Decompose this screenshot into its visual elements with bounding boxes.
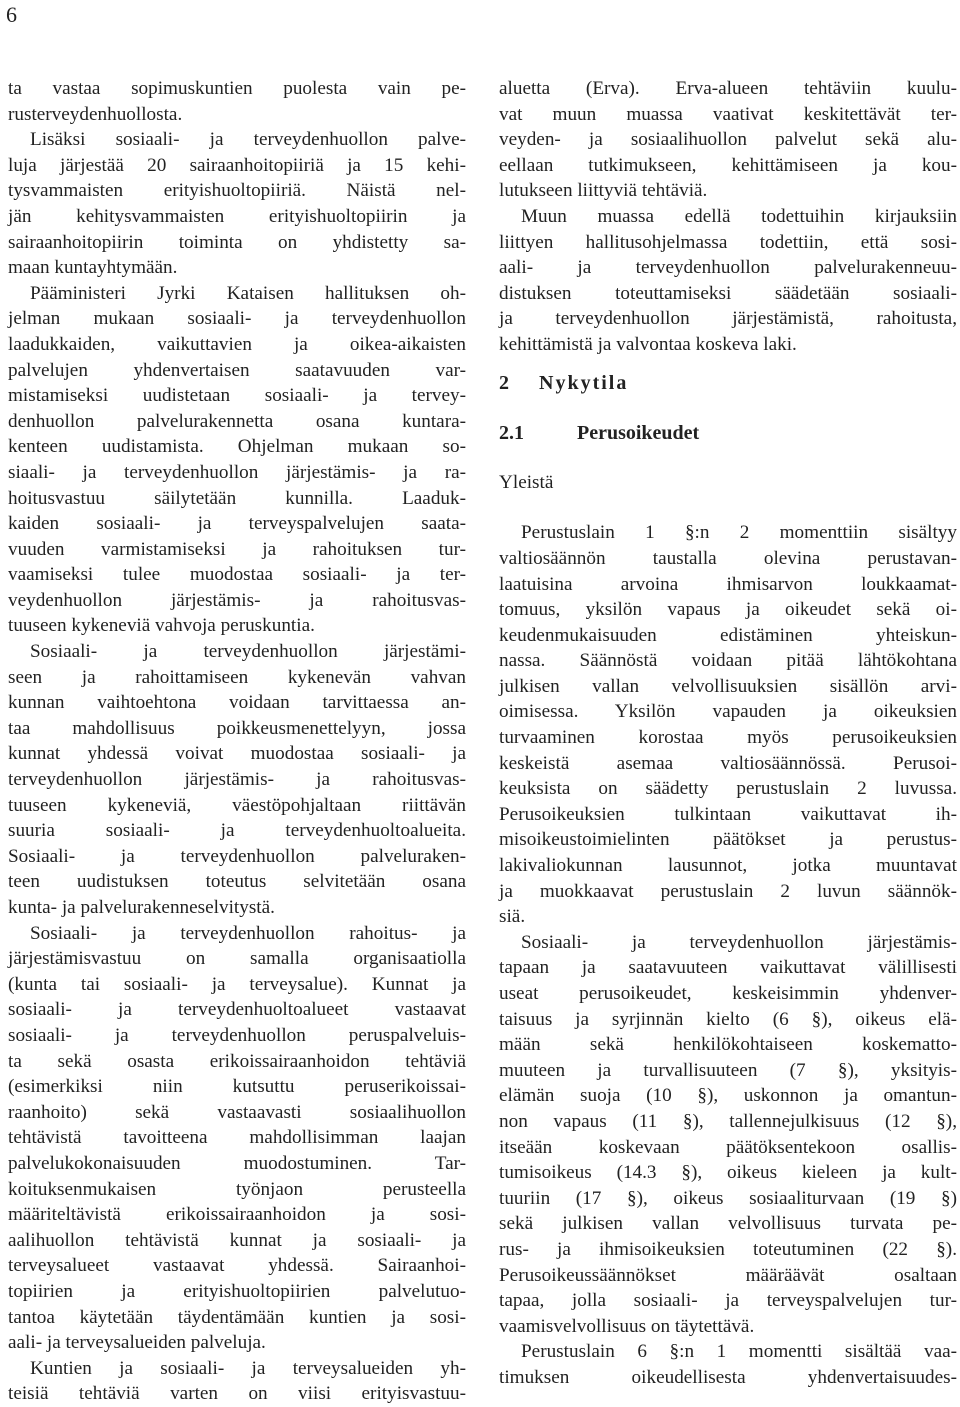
text-line: teisiä tehtäviä varten on viisi erityisvastuu- <box>8 1383 466 1405</box>
text-line: raanhoito) sekä vastaavasti sosiaalihuollon <box>8 1101 466 1123</box>
text-line: Sosiaali- ja terveydenhuollon järjestämi- <box>30 641 466 663</box>
subsection-number: 2.1 <box>499 422 524 445</box>
text-line: Perustuslain 1 §:n 2 momenttiin sisältyy <box>521 522 957 544</box>
text-line: keuksista on säädetty perustuslain 2 luvussa. <box>499 778 957 800</box>
text-line: terveydenhuollon järjestämis- ja rahoitusvas- <box>8 769 466 791</box>
text-line: Muun muassa edellä todettuihin kirjauksiin <box>521 205 957 227</box>
text-line: Perusoikeussäännökset määräävät osaltaan <box>499 1264 957 1286</box>
text-line: Perustuslain 6 §:n 1 momentti sisältää vaa- <box>521 1341 957 1363</box>
intro-continuation <box>499 76 957 358</box>
text-line: tomuus, yksilön vapaus ja oikeudet sekä oi- <box>499 599 957 621</box>
text-line: laatuisina arvoina ihmisarvon loukkaamat- <box>499 573 957 595</box>
text-line: seen ja rahoittamiseen kykenevän vahvan <box>8 666 466 688</box>
text-line: kaiden sosiaali- ja terveyspalvelujen saata- <box>8 513 466 535</box>
text-line: Kuntien ja sosiaali- ja terveysalueiden yh- <box>30 1357 466 1379</box>
text-line: oimisessa. Yksilön vapauden ja oikeuksien <box>499 701 957 723</box>
text-line: tantoa käytetään täydentämään kuntien ja sosi- <box>8 1306 466 1328</box>
text-line: tapaan ja saatavuuteen vaikuttavat välillisesti <box>499 957 957 979</box>
text-line: misoikeustoimielinten päätökset ja perustus- <box>499 829 957 851</box>
text-line: aluetta (Erva). Erva-alueen tehtäviin kuulu- <box>499 78 957 99</box>
text-line: eellaan tutkimukseen, kehittämiseen ja kou- <box>499 154 957 176</box>
text-line: sekä julkisen vallan velvollisuus turvata pe- <box>499 1213 957 1235</box>
text-line: laadukkaiden, vaikuttavien ja oikea-aikaisten <box>8 333 466 355</box>
section-heading <box>499 370 957 396</box>
text-line: ta sekä osasta erikoissairaanhoidon tehtäviä <box>8 1050 466 1072</box>
text-line: kunnat yhdessä voivat muodostaa sosiaali- ja <box>8 743 466 765</box>
minor-heading: Yleistä <box>499 472 554 494</box>
text-line: vaamiseksi tulee muodostaa sosiaali- ja ter- <box>8 564 466 586</box>
text-line: järjestämisvastuu on samalla organisaatiolla <box>8 948 466 970</box>
text-line: kunnan vaihtoehtona voidaan tarvittaessa an- <box>8 692 466 714</box>
text-line: lakivaliokunnan lausunnot, jotka muuntavat <box>499 855 957 877</box>
text-line: distuksen toteuttamiseksi säädetään sosiaali- <box>499 282 957 304</box>
text-line: timuksen oikeudellisesta yhdenvertaisuudes- <box>499 1366 957 1388</box>
text-line: kehittämistä ja valvontaa koskeva laki. <box>499 333 797 355</box>
text-line: liittyen hallitusohjelmassa todettiin, että sosi- <box>499 231 957 253</box>
text-line: Sosiaali- ja terveydenhuollon järjestämis- <box>521 931 957 953</box>
text-line: tuuriin (17 §), oikeus sosiaaliturvaan (19 §) <box>499 1187 957 1209</box>
text-line: aali- ja terveysalueiden palveluja. <box>8 1332 266 1354</box>
text-line: aalihuollon tehtävistä kunnat ja sosiaali- ja <box>8 1229 466 1251</box>
text-line: tehtävistä tavoitteena mahdollisimman laajan <box>8 1127 466 1149</box>
text-line: nassa. Säännöstä voidaan pitää lähtökohtana <box>499 650 957 672</box>
text-line: maan kuntayhtymään. <box>8 257 178 279</box>
text-line: suuria sosiaali- ja terveydenhuoltoalueita. <box>8 820 466 842</box>
text-line: kenteen uudistamista. Ohjelman mukaan so- <box>8 436 466 458</box>
text-line: veydenhuollon järjestämis- ja rahoitusvas- <box>8 589 466 611</box>
text-line: (esimerkiksi niin kutsuttu peruserikoissai- <box>8 1076 466 1098</box>
text-line: kunta- ja palvelurakenneselvitystä. <box>8 897 275 918</box>
text-line: ja terveydenhuollon järjestämistä, rahoitusta, <box>499 308 957 330</box>
text-line: koituksenmukaisen työnjaon perusteella <box>8 1178 466 1200</box>
text-line: sosiaali- ja terveydenhuoltoalueet vastaavat <box>8 999 466 1021</box>
text-line: siä. <box>499 906 526 928</box>
text-line: muuteen ja turvallisuuteen (7 §), yksityis- <box>499 1059 957 1081</box>
text-line: rusterveydenhuollosta. <box>8 103 183 125</box>
text-line: jän kehitysvammaisten erityishuoltopiirin ja <box>8 205 466 227</box>
text-line: mään sekä henkilökohtaiseen koskematto- <box>499 1034 957 1056</box>
text-line: ja muokkaavat perustuslain 2 luvun säännök- <box>499 880 957 902</box>
text-line: Pääministeri Jyrki Kataisen hallituksen oh- <box>30 282 466 304</box>
text-line: Sosiaali- ja terveydenhuollon palveluraken- <box>8 845 466 867</box>
text-line: keudenmukaisuuden edistäminen yhteiskun- <box>499 624 957 646</box>
subsection-heading <box>499 420 957 446</box>
text-line: tuuseen kykeneviä vahvoja peruskuntia. <box>8 615 315 637</box>
text-line: mistamiseksi uudistetaan sosiaali- ja tervey- <box>8 385 466 407</box>
subsection-title: Perusoikeudet <box>577 422 700 445</box>
text-line: palvelujen yhdenvertaisen saatavuuden var- <box>8 359 466 381</box>
fundamental-rights-text <box>499 520 957 1390</box>
text-line: julkisen vallan velvollisuuksien sisällön arvi- <box>499 675 957 697</box>
text-line: terveysalueet vastaavat yhdessä. Sairaanhoi- <box>8 1255 466 1277</box>
text-line: veyden- ja sosiaalihuollon palvelut sekä alu- <box>499 129 957 151</box>
text-line: ta vastaa sopimuskuntien puolesta vain pe- <box>8 78 466 99</box>
text-line: topiirien ja erityishuoltopiirien palvelutuo- <box>8 1280 466 1302</box>
text-line: aali- ja terveydenhuollon palvelurakenneuu- <box>499 257 957 279</box>
text-line: taa mahdollisuus poikkeusmenettelyyn, jossa <box>8 717 466 739</box>
text-line: luja järjestää 20 sairaanhoitopiiriä ja 15 kehi- <box>8 154 466 176</box>
text-line: siaali- ja terveydenhuollon järjestämis- ja ra- <box>8 461 466 483</box>
text-line: tumisoikeus (14.3 §), oikeus kieleen ja kult- <box>499 1162 957 1184</box>
text-line: non vapaus (11 §), tallennejulkisuus (12 §), <box>499 1110 957 1132</box>
text-line: elämän suoja (10 §), uskonnon ja omantun- <box>499 1085 957 1107</box>
text-line: keskeistä asemaa valtiosäännössä. Perusoi- <box>499 752 957 774</box>
text-line: Perusoikeuksien tulkintaan vaikuttavat ih- <box>499 803 957 825</box>
text-line: vuuden varmistamiseksi ja rahoituksen tur- <box>8 538 466 560</box>
text-line: itseään koskevaan päätöksentekoon osallis- <box>499 1136 957 1158</box>
text-line: sairaanhoitopiirin toiminta on yhdistetty sa- <box>8 231 466 253</box>
section-number: 2 <box>499 372 509 395</box>
text-line: valtiosäännön taustalla olevina perustavan- <box>499 547 957 569</box>
right-text-column <box>499 76 957 1391</box>
text-line: tuuseen kykeneviä, väestöpohjaltaan riittävän <box>8 794 466 816</box>
text-line: denhuollon palvelurakennetta osana kuntara- <box>8 410 466 432</box>
text-line: palvelukokonaisuuden muodostuminen. Tar- <box>8 1152 466 1174</box>
page-number: 6 <box>6 2 17 27</box>
text-line: vaamisvelvollisuus on täytettävä. <box>499 1315 755 1337</box>
text-line: (kunta tai sosiaali- ja terveysalue). Kunnat ja <box>8 973 466 995</box>
text-line: määriteltävistä erikoissairaanhoidon ja sosi- <box>8 1204 466 1226</box>
text-line: hoitusvastuu säilytetään kunnilla. Laaduk- <box>8 487 466 509</box>
text-line: useat perusoikeudet, keskeisimmin yhdenver- <box>499 983 957 1005</box>
text-line: sosiaali- ja terveydenhuollon peruspalveluis- <box>8 1024 466 1046</box>
text-line: rus- ja ihmisoikeuksien toteutuminen (22 §). <box>499 1238 957 1260</box>
text-line: Sosiaali- ja terveydenhuollon rahoitus- ja <box>30 922 466 944</box>
text-line: lutukseen liittyviä tehtäviä. <box>499 180 708 202</box>
text-line: jelman mukaan sosiaali- ja terveydenhuollon <box>8 308 466 330</box>
text-line: teen uudistuksen toteutus selvitetään osana <box>8 871 466 893</box>
text-line: turvaaminen korostaa myös perusoikeuksien <box>499 727 957 749</box>
section-title: Nykytila <box>539 372 629 395</box>
text-line: taisuus ja syrjinnän kielto (6 §), oikeus elä- <box>499 1008 957 1030</box>
text-line: tapaa, jolla sosiaali- ja terveyspalvelujen tur- <box>499 1290 957 1312</box>
text-line: Lisäksi sosiaali- ja terveydenhuollon palve- <box>30 129 466 151</box>
text-line: vat muun muassa vaativat keskitettävät ter- <box>499 103 957 125</box>
text-line: tysvammaisten erityishuoltopiiriä. Näistä nel- <box>8 180 466 202</box>
left-text-column <box>8 76 466 1407</box>
